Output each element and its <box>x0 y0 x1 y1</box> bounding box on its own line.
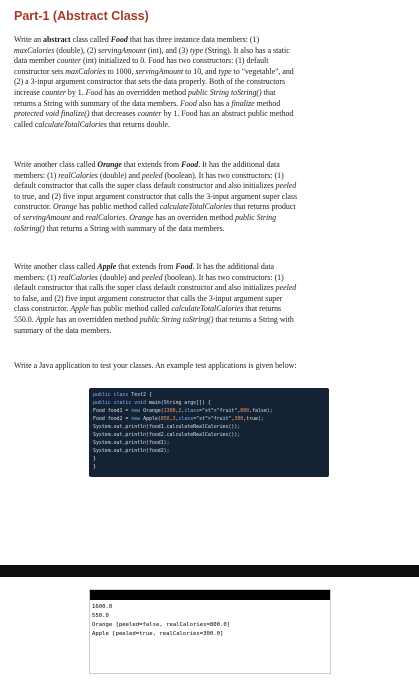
text-line: members: (1) realCalories (double) and peeled (boolean). It has two constructors: (1) <box>14 170 284 180</box>
paragraph-apple <box>14 262 410 336</box>
text-line: class constructor. Apple has public method called calculateTotalCalories that returns <box>14 304 282 314</box>
text-line: 550.0. Apple has an overridden method public String toString() that returns a String with <box>14 314 294 324</box>
code-line: System.out.println(food2); <box>93 448 170 454</box>
text-line: (2) a 3-input argument constructor that sets the data properly. Both of the constructors <box>14 77 286 87</box>
text-line: of servingAmount and realCalories. Orange has an overriden method public String <box>14 212 277 222</box>
code-line: } <box>93 464 96 470</box>
paragraph-orange <box>14 160 410 234</box>
terminal-line: 1600.0 <box>92 604 113 610</box>
code-line: System.out.println(food2.calculateRealCalories()); <box>93 432 241 438</box>
text-line: to true, and (2) five input argument constructor that calls the 3-input argument super class <box>14 191 298 201</box>
page-title: Part-1 (Abstract Class) <box>14 9 149 23</box>
code-line: System.out.println(food1); <box>93 440 170 446</box>
terminal-line: Apple [peeled=true, realCalories=300.0] <box>92 631 224 637</box>
text-line: toString() that returns a String with summary of the data members. <box>14 223 225 233</box>
text-line: protected void finalize() that decreases counter by 1. Food has an abstract public method <box>14 109 294 119</box>
paragraph-test <box>14 361 410 372</box>
terminal-prompt: sekmen@Alis-MacBook-Pro ASSIGNMENT-7 % java Test2 <box>92 592 258 598</box>
text-line: default constructor that calls the super class default constructor and also initializes peeled <box>14 181 297 191</box>
text-line: members: (1) realCalories (double) and peeled (boolean). It has two constructors: (1) <box>14 272 284 282</box>
text-line: summary of the data members. <box>14 325 112 335</box>
text-line: increase counter by 1. Food has an overridden method public String toString() that <box>14 87 276 97</box>
text-line: Write a Java application to test your classes. An example test applications is given below: <box>14 361 297 370</box>
code-line: public class Test2 { <box>93 392 152 398</box>
code-block <box>89 388 329 477</box>
code-line: } <box>93 456 96 462</box>
terminal-line: 550.0 <box>92 613 109 619</box>
terminal-output <box>89 589 331 674</box>
text-line: returns a String with summary of the data members. Food also has a finalize method <box>14 98 281 108</box>
code-line: public static void main(String args[]) { <box>93 400 211 406</box>
text-line: default constructor that calls the super class default constructor and also initializes peeled <box>14 283 297 293</box>
text-line: to false, and (2) five input argument constructor that calls the 3-input argument super <box>14 293 283 303</box>
text-line: called calculateTotalCalories that returns double. <box>14 119 170 129</box>
terminal-line: Orange [peeled=false, realCalories=800.0] <box>92 622 231 628</box>
code-line: System.out.println(food1.calculateRealCalories()); <box>93 424 241 430</box>
text-line: Write another class called Apple that extends from Food. It has the additional data <box>14 262 275 271</box>
text-line: Write an abstract class called Food that has three instance data members: (1) <box>14 35 260 44</box>
text-line: constructor. Orange has public method called calculateTotalCalories that returns product <box>14 202 296 212</box>
paragraph-food <box>14 35 410 130</box>
divider-bar <box>0 565 419 577</box>
code-line: Food food2 = new Apple(850,3,class="st">"fruit",300,true); <box>93 416 264 422</box>
code-line: Food food1 = new Orange(1300,2,class="st">"fruit",800,false); <box>93 408 273 414</box>
text-line: Write another class called Orange that extends from Food. It has the additional data <box>14 160 280 169</box>
text-line: constructor sets maxCalories to 1000, servingAmount to 10, and type to "vegetable", and <box>14 66 294 76</box>
text-line: data member counter (int) initialized to 0. Food has two constructors: (1) default <box>14 56 269 66</box>
text-line: maxCalories (double), (2) servingAmount (int), and (3) type (String). It also has a static <box>14 45 290 55</box>
